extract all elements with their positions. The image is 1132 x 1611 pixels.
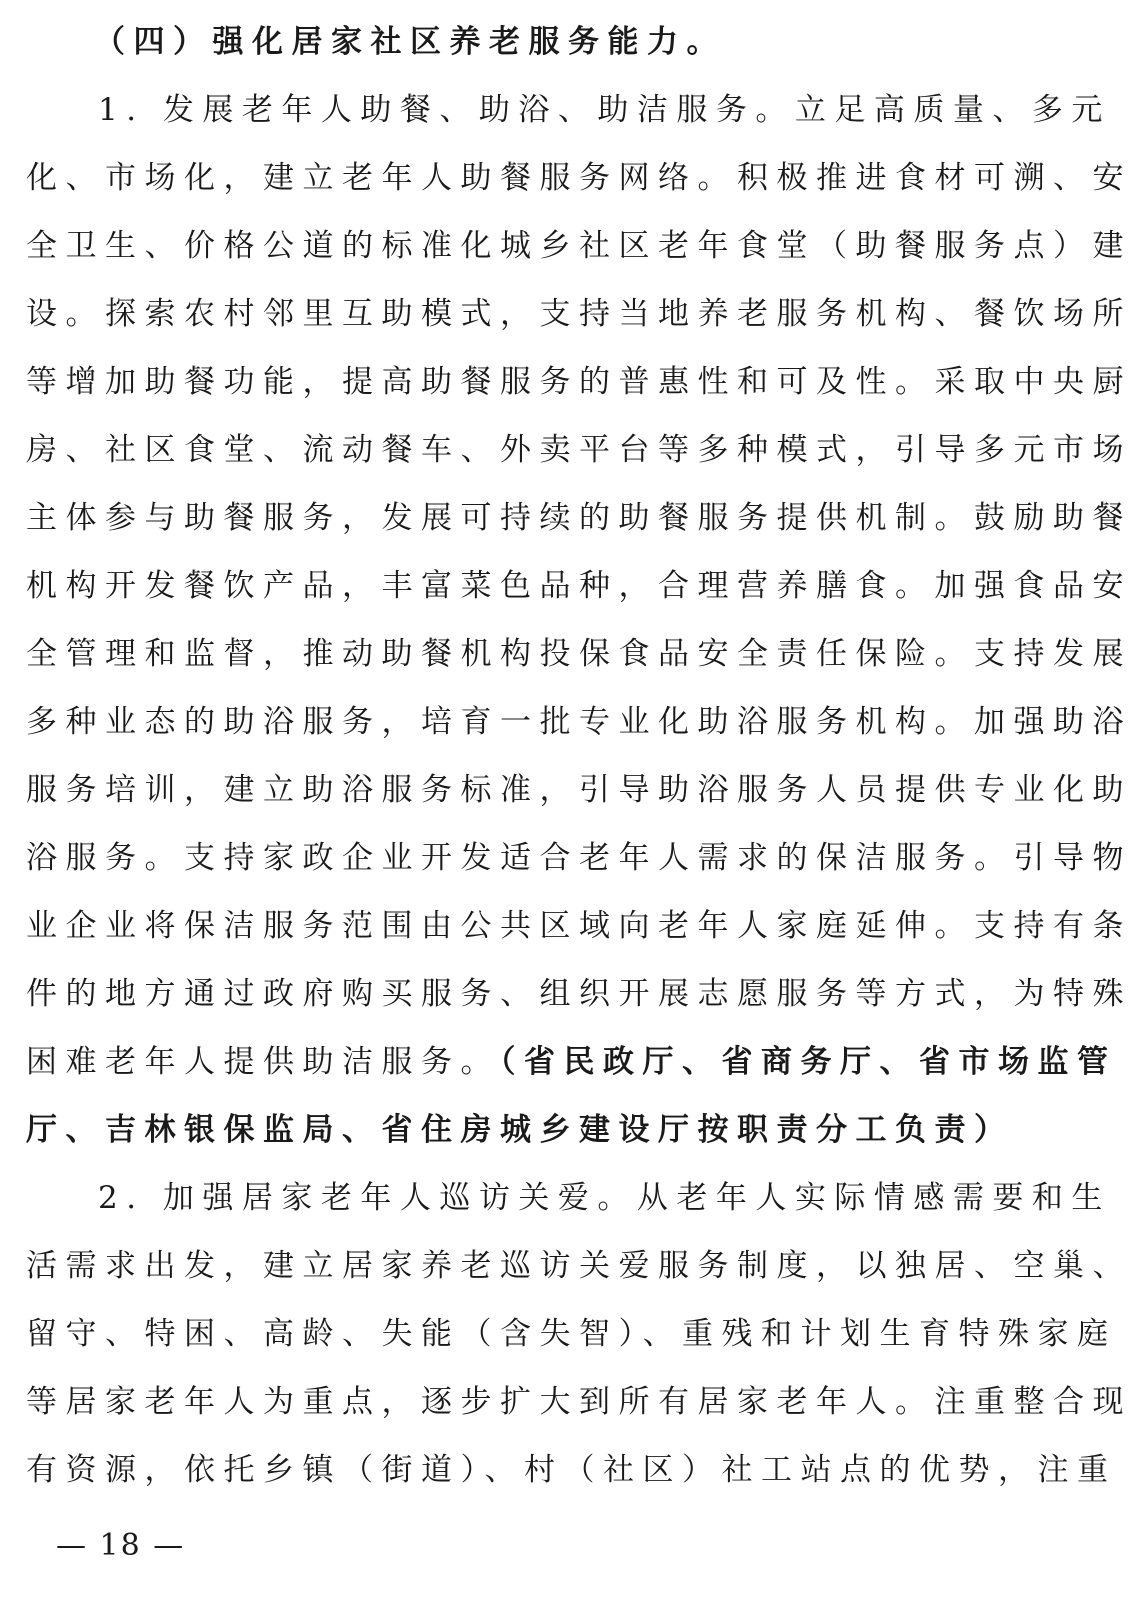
paragraph-1 — [26, 76, 1132, 1164]
paragraph-line: 浴服务。支持家政企业开发适合老年人需求的保洁服务。引导物 — [26, 840, 1132, 876]
paragraph-line: 等居家老年人为重点，逐步扩大到所有居家老年人。注重整合现 — [26, 1384, 1132, 1420]
paragraph-line: 业企业将保洁服务范围由公共区域向老年人家庭延伸。支持有条 — [26, 908, 1132, 944]
paragraph-text: 困难老年人提供助洁服务。 — [26, 1044, 500, 1080]
paragraph-line: 件的地方通过政府购买服务、组织开展志愿服务等方式，为特殊 — [26, 976, 1132, 1012]
paragraph-line: 全管理和监督，推动助餐机构投保食品安全责任保险。支持发展 — [26, 636, 1132, 672]
paragraph-line: 全卫生、价格公道的标准化城乡社区老年食堂（助餐服务点）建 — [26, 228, 1132, 264]
section-heading: （四）强化居家社区养老服务能力。 — [94, 24, 726, 60]
paragraph-line: 设。探索农村邻里互助模式，支持当地养老服务机构、餐饮场所 — [26, 296, 1132, 332]
responsibility-note-continued: 厅、吉林银保监局、省住房城乡建设厅按职责分工负责） — [26, 1112, 1014, 1148]
paragraph-line: 留守、特困、高龄、失能（含失智）、重残和计划生育特殊家庭 — [26, 1316, 1117, 1352]
paragraph-line: 1. 发展老年人助餐、助浴、助洁服务。立足高质量、多元 — [98, 92, 1111, 128]
responsibility-note: （省民政厅、省商务厅、省市场监管 — [500, 1044, 1117, 1080]
paragraph-line: 活需求出发，建立居家养老巡访关爱服务制度，以独居、空巢、 — [26, 1248, 1132, 1284]
paragraph-line: 房、社区食堂、流动餐车、外卖平台等多种模式，引导多元市场 — [26, 432, 1132, 468]
paragraph-line: 主体参与助餐服务，发展可持续的助餐服务提供机制。鼓励助餐 — [26, 500, 1132, 536]
page-number: — 18 — — [56, 1528, 186, 1563]
paragraph-line: 等增加助餐功能，提高助餐服务的普惠性和可及性。采取中央厨 — [26, 364, 1132, 400]
paragraph-line: 服务培训，建立助浴服务标准，引导助浴服务人员提供专业化助 — [26, 772, 1132, 808]
paragraph-line: 机构开发餐饮产品，丰富菜色品种，合理营养膳食。加强食品安 — [26, 568, 1132, 604]
paragraph-line: 多种业态的助浴服务，培育一批专业化助浴服务机构。加强助浴 — [26, 704, 1132, 740]
paragraph-line: 2. 加强居家老年人巡访关爱。从老年人实际情感需要和生 — [98, 1180, 1111, 1216]
paragraph-line: 化、市场化，建立老年人助餐服务网络。积极推进食材可溯、安 — [26, 160, 1132, 196]
paragraph-2 — [26, 1164, 1132, 1504]
paragraph-line: 有资源，依托乡镇（街道）、村（社区）社工站点的优势，注重 — [26, 1452, 1117, 1488]
paragraph-line — [26, 1028, 1117, 1096]
